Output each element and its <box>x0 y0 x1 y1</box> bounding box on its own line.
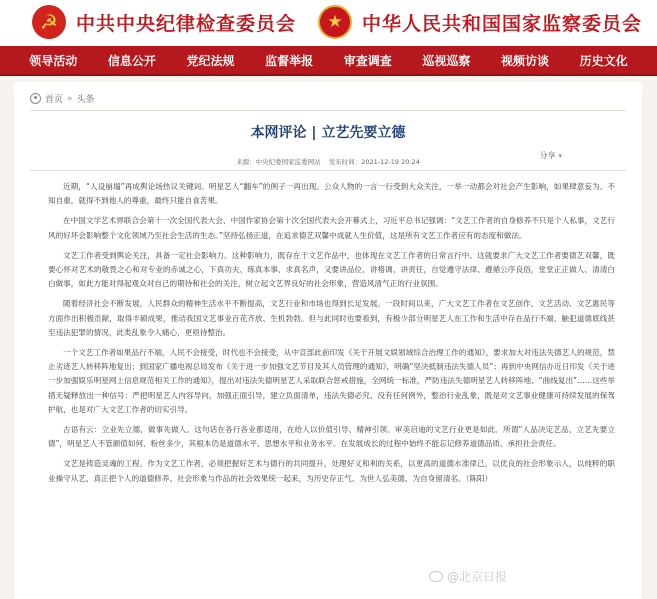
article-paragraph: 在中国文学艺术界联合会第十一次全国代表大会、中国作家协会第十次全国代表大会开幕式上，习近平总书记强调：“文艺工作者的自身修养不只是个人私事，文艺行风的好坏会影响整个文化领域乃至社会生活的生态。”坚持弘扬正道，在追求德艺双馨中成就人生价值，这是所有文艺工作者应有的态度和做法。 <box>48 216 615 240</box>
main-nav <box>0 46 657 76</box>
article-body <box>48 180 615 492</box>
article-paragraph: 古语有云：立业先立德，做事先做人。这句话在各行各业都适用，在给人以价值引导、精神引领、审美启迪的文艺行业更是如此。所谓“人品决定艺品、立艺先要立德”，明星艺人不管颜值如何、粉丝多少，其根本仍是道德水平、思想水平和业务水平。在发展成长的过程中始终不能忘记修养道德品质、承担社会责任。 <box>48 425 615 449</box>
nav-item-leadership[interactable]: 领导活动 <box>29 53 78 68</box>
divider <box>30 170 626 171</box>
weibo-icon <box>429 571 443 582</box>
share-label: 分享 <box>539 151 556 160</box>
article-paragraph: 一个文艺工作者如果品行不端，人民不会接受，时代也不会接受，从中宣部此前印发《关于开展文娱领域综合治理工作的通知》，要求加大对违法失德艺人的规范，禁止劣迹艺人转移阵地复出；到国家广播电视总局发布《关于进一步加强文艺节目及其人员管理的通知》，明确“坚决抵制违法失德人员”；再到中央网信办近日印发《关于进一步加强娱乐明星网上信息规范相关工作的通知》，提出对违法失德明星艺人采取联合惩戒措施，全网统一标准，严防违法失德明星艺人转移阵地、“曲线复出”……这些举措无疑释放出一种信号：严把明星艺人内容导向，加强正面引导，建立负面清单，违法失德必究、没有任何例外，整治行业乱象，既是对文艺事业健康可持续发展的保驾护航，也是对广大文艺工作者的切实引导。 <box>48 348 615 414</box>
chevron-down-icon: ▾ <box>558 151 562 160</box>
location-icon <box>30 93 41 104</box>
article-meta <box>14 157 642 166</box>
nsc-brand[interactable] <box>318 3 642 41</box>
nsc-title: 中华人民共和国国家监察委员会 <box>362 12 643 35</box>
watermark-text: @北京日报 <box>446 570 507 584</box>
nav-item-report[interactable]: 监督举报 <box>265 53 314 68</box>
article-paragraph: 近期，“人设崩塌”再成舆论场热议关键词。明星艺人“翻车”的例子一再出现。公众人物的一言一行受到大众关注，一举一动都会对社会产生影响，如果肆意妄为、不知自重，就得不到他人的尊重，最终只能自食苦果。 <box>48 182 615 206</box>
divider <box>30 110 626 111</box>
site-header <box>0 0 657 46</box>
party-emblem-icon: ☭ <box>32 5 66 39</box>
nav-item-info[interactable]: 信息公开 <box>107 53 156 68</box>
nav-item-video[interactable]: 视频访谈 <box>501 53 550 68</box>
nav-item-investigation[interactable]: 审查调查 <box>343 53 392 68</box>
article-paragraph: 文艺是铸造灵魂的工程。作为文艺工作者，必须把握好艺术与德行的共同提升，处理好义和利的关系，以更高的道德水准律己，以优良的社会形象示人，以纯粹的职业操守从艺，真正把个人的道德修养、社会形象与作品的社会效果统一起来，为历史存正气、为世人弘美德、为自身留清名。（陈阳） <box>48 459 615 483</box>
ccdi-brand[interactable] <box>32 3 296 41</box>
nav-item-inspection[interactable]: 巡视巡察 <box>422 53 471 68</box>
article-date: 发布时间：2021-12-19 20:24 <box>328 158 420 166</box>
national-emblem-icon: ★ <box>318 5 352 39</box>
article-title: 本网评论 | 立艺先要立德 <box>250 125 406 141</box>
breadcrumb-home[interactable]: 首页 <box>45 95 64 105</box>
article-source: 来源：中央纪委国家监委网站 <box>236 158 321 166</box>
article-paragraph: 随着经济社会不断发展，人民群众的精神生活水平不断提高，文艺行业和市场也得到长足发展。一段时间以来，广大文艺工作者在文艺创作、文艺活动、文艺惠民等方面作出积极贡献，取得丰硕成果，推动我国文艺事业百花齐放、生机勃勃。但与此同时也要看到，有极少部分明星艺人在工作和生活中存在品行不端、触犯道德底线甚至违法犯罪的情况，此类乱象令人痛心，更亟待整治。 <box>48 299 615 337</box>
breadcrumb-current[interactable]: 头条 <box>76 95 95 105</box>
article-paragraph: 文艺工作者受到舆论关注，具备一定社会影响力。这种影响力，既存在于文艺作品中，也体现在文艺工作者的日常言行中。这就要求广大文艺工作者要德艺双馨，既要心怀对艺术的敬畏之心和对专业的赤诚之心，下真功夫、练真本事、求真名声，又要讲品位、讲格调、讲责任，自觉遵守法律、遵循公序良俗，堂堂正正做人、清清白白做事，如此方能对得起观众对自己的期待和社会的关注，树立起文艺界良好的社会形象，营造风清气正的行业氛围。 <box>48 250 615 289</box>
nav-item-regulations[interactable]: 党纪法规 <box>186 53 235 68</box>
ccdi-title: 中共中央纪律检查委员会 <box>76 12 297 35</box>
breadcrumb <box>30 92 95 105</box>
breadcrumb-separator: » <box>67 93 73 104</box>
watermark <box>429 568 507 585</box>
article-container <box>14 82 642 599</box>
nav-item-history[interactable]: 历史文化 <box>579 53 628 68</box>
